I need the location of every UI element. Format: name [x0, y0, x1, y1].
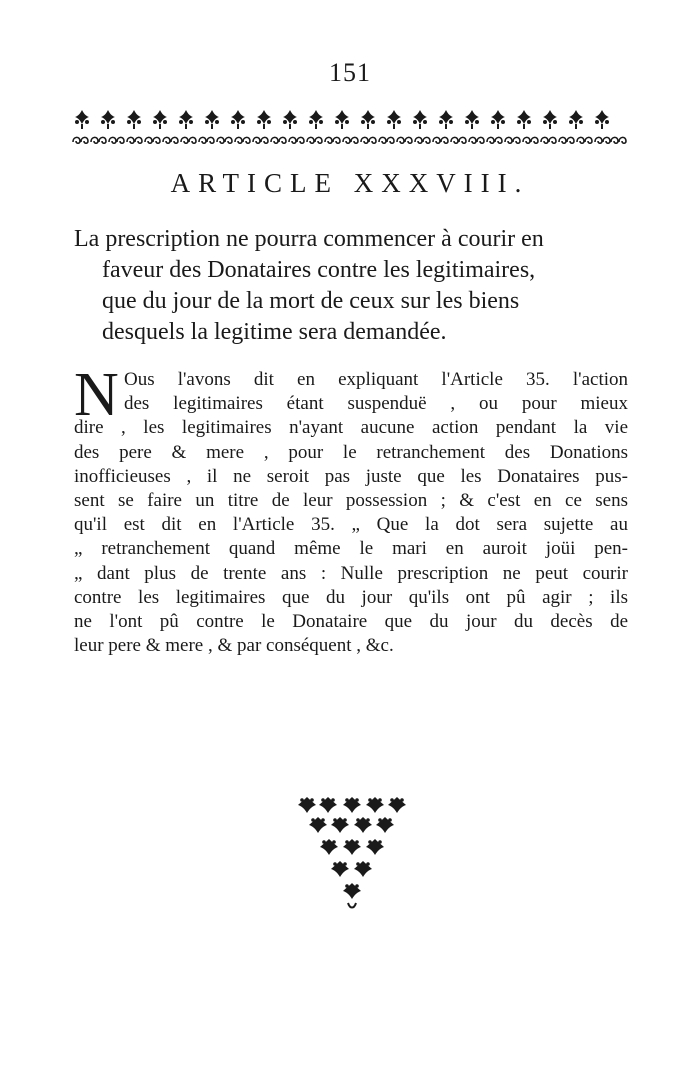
commentary-line: Ous l'avons dit en expliquant l'Article 35. l'action — [124, 369, 628, 390]
commentary-line: contre les legitimaires que du jour qu'ils ont pû agir ; ils — [74, 586, 628, 608]
fleuron-band-icon — [72, 108, 628, 148]
article-text-line: que du jour de la mort de ceux sur les biens — [102, 288, 520, 314]
commentary-line: dire , les legitimaires n'ayant aucune action pendant la vie — [74, 417, 628, 439]
article-text — [74, 224, 628, 348]
commentary-line: „ retranchement quand même le mari en auroit joüi pen- — [74, 538, 628, 560]
commentary-paragraph — [74, 361, 628, 658]
fleuron-tailpiece-icon — [296, 795, 408, 915]
article-heading: ARTICLE XXXVIII. — [170, 168, 530, 198]
commentary-line: inofficieuses , il ne seroit pas juste que les Donataires pus- — [74, 465, 628, 487]
commentary-line: sent se faire un titre de leur possession ; & c'est en ce sens — [74, 490, 628, 512]
commentary-line: des pere & mere , pour le retranchement des Donations — [74, 441, 628, 463]
article-text-line: desquels la legitime sera demandée. — [102, 319, 447, 345]
commentary-line: des legitimaires étant suspenduë , ou pour mieux — [124, 393, 628, 415]
page-number: 151 — [329, 58, 371, 87]
drop-cap: N — [74, 361, 119, 429]
article-text-line: La prescription ne pourra commencer à courir en — [74, 226, 544, 252]
commentary-line: leur pere & mere , & par conséquent , &c. — [74, 635, 394, 657]
commentary-line: „ dant plus de trente ans : Nulle prescription ne peut courir — [74, 562, 628, 584]
commentary-line: ne l'ont pû contre le Donataire que du jour du decès de — [74, 611, 628, 633]
article-text-line: faveur des Donataires contre les legitimaires, — [102, 257, 536, 283]
commentary-line: qu'il est dit en l'Article 35. „ Que la dot sera sujette au — [74, 514, 628, 536]
